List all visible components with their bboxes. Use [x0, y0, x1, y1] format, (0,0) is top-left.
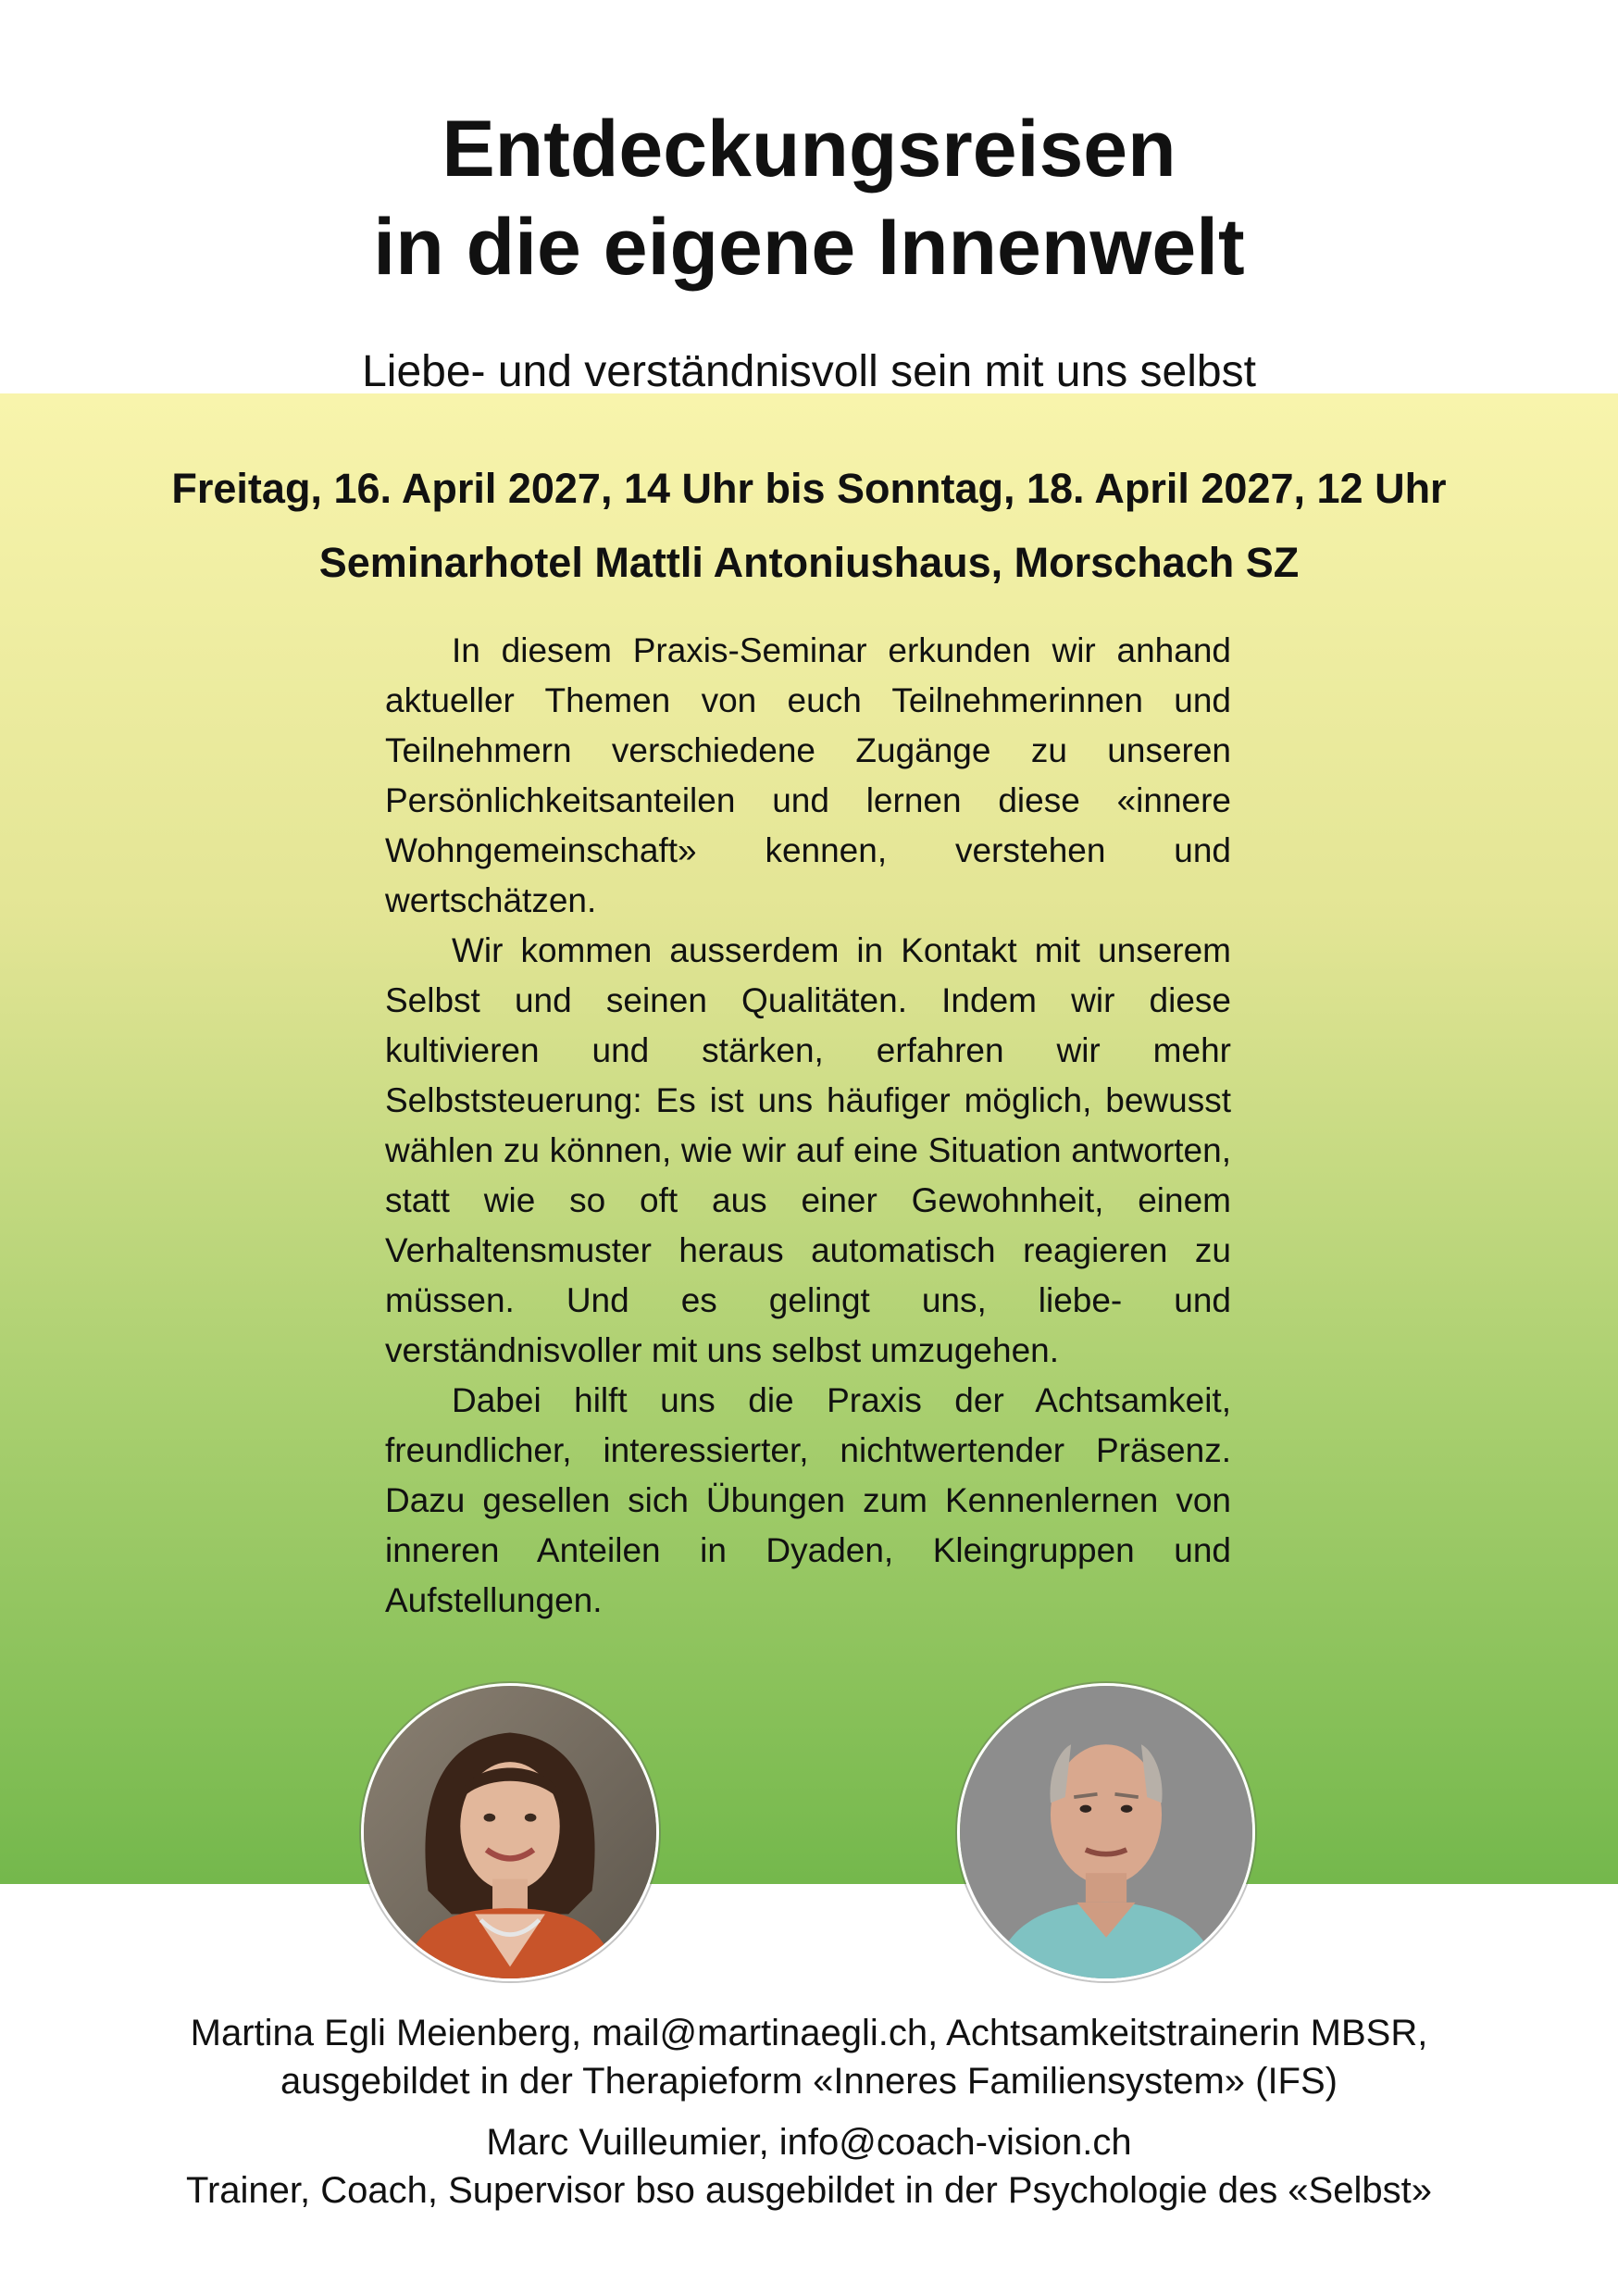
presenter-photo-marc [957, 1683, 1255, 1981]
presenter-2-line-1: Marc Vuilleumier, info@coach-vision.ch [486, 2122, 1132, 2163]
description-paragraph-1: In diesem Praxis-Seminar erkunden wir anhand aktueller Themen von euch Teilnehmerinnen und Teilnehmern verschiedene Zugänge zu unseren Persönlichkeitsanteilen und lernen diese «innere Wohngemeinschaft» kennen, verstehen und wertschätzen. [385, 631, 1231, 919]
presenter-credit-marc [0, 2118, 1618, 2215]
presenter-1-line-2: ausgebildet in der Therapieform «Inneres Familiensystem» (IFS) [280, 2061, 1338, 2102]
description-paragraph-3: Dabei hilft uns die Praxis der Achtsamkeit, freundlicher, interessierter, nichtwertender Präsenz. Dazu gesellen sich Übungen zum Kennenlernen von inneren Anteilen in Dyaden, Kleingruppen und Aufstellungen. [385, 1381, 1231, 1619]
portrait-man-icon [960, 1686, 1252, 1978]
event-date: Freitag, 16. April 2027, 14 Uhr bis Sonntag, 18. April 2027, 12 Uhr [171, 465, 1447, 512]
event-venue: Seminarhotel Mattli Antoniushaus, Morschach SZ [318, 539, 1300, 586]
description-paragraph-2: Wir kommen ausserdem in Kontakt mit unserem Selbst und seinen Qualitäten. Indem wir diese kultivieren und stärken, erfahren wir mehr Selbststeuerung: Es ist uns häufiger möglich, bewusst wählen zu können, wie wir auf eine Situation antworten, statt wie so oft aus einer Gewohnheit, einem Verhaltensmuster heraus automatisch reagieren zu müssen. Und es gelingt uns, liebe- und verständnisvoller mit uns selbst umzugehen. [385, 931, 1231, 1369]
presenter-photo-martina [361, 1683, 659, 1981]
event-info [0, 452, 1618, 600]
portrait-woman-icon [364, 1686, 656, 1978]
presenter-credit-martina [0, 2009, 1618, 2105]
title-line-1: Entdeckungsreisen [442, 105, 1176, 193]
seminar-description [385, 626, 1231, 1626]
flyer-subtitle: Liebe- und verständnisvoll sein mit uns selbst [362, 347, 1256, 396]
flyer-title [0, 100, 1618, 296]
presenter-1-line-1: Martina Egli Meienberg, mail@martinaegli.ch, Achtsamkeitstrainerin MBSR, [190, 2013, 1428, 2053]
presenter-2-line-2: Trainer, Coach, Supervisor bso ausgebildet in der Psychologie des «Selbst» [186, 2170, 1432, 2211]
title-line-2: in die eigene Innenwelt [373, 203, 1245, 292]
